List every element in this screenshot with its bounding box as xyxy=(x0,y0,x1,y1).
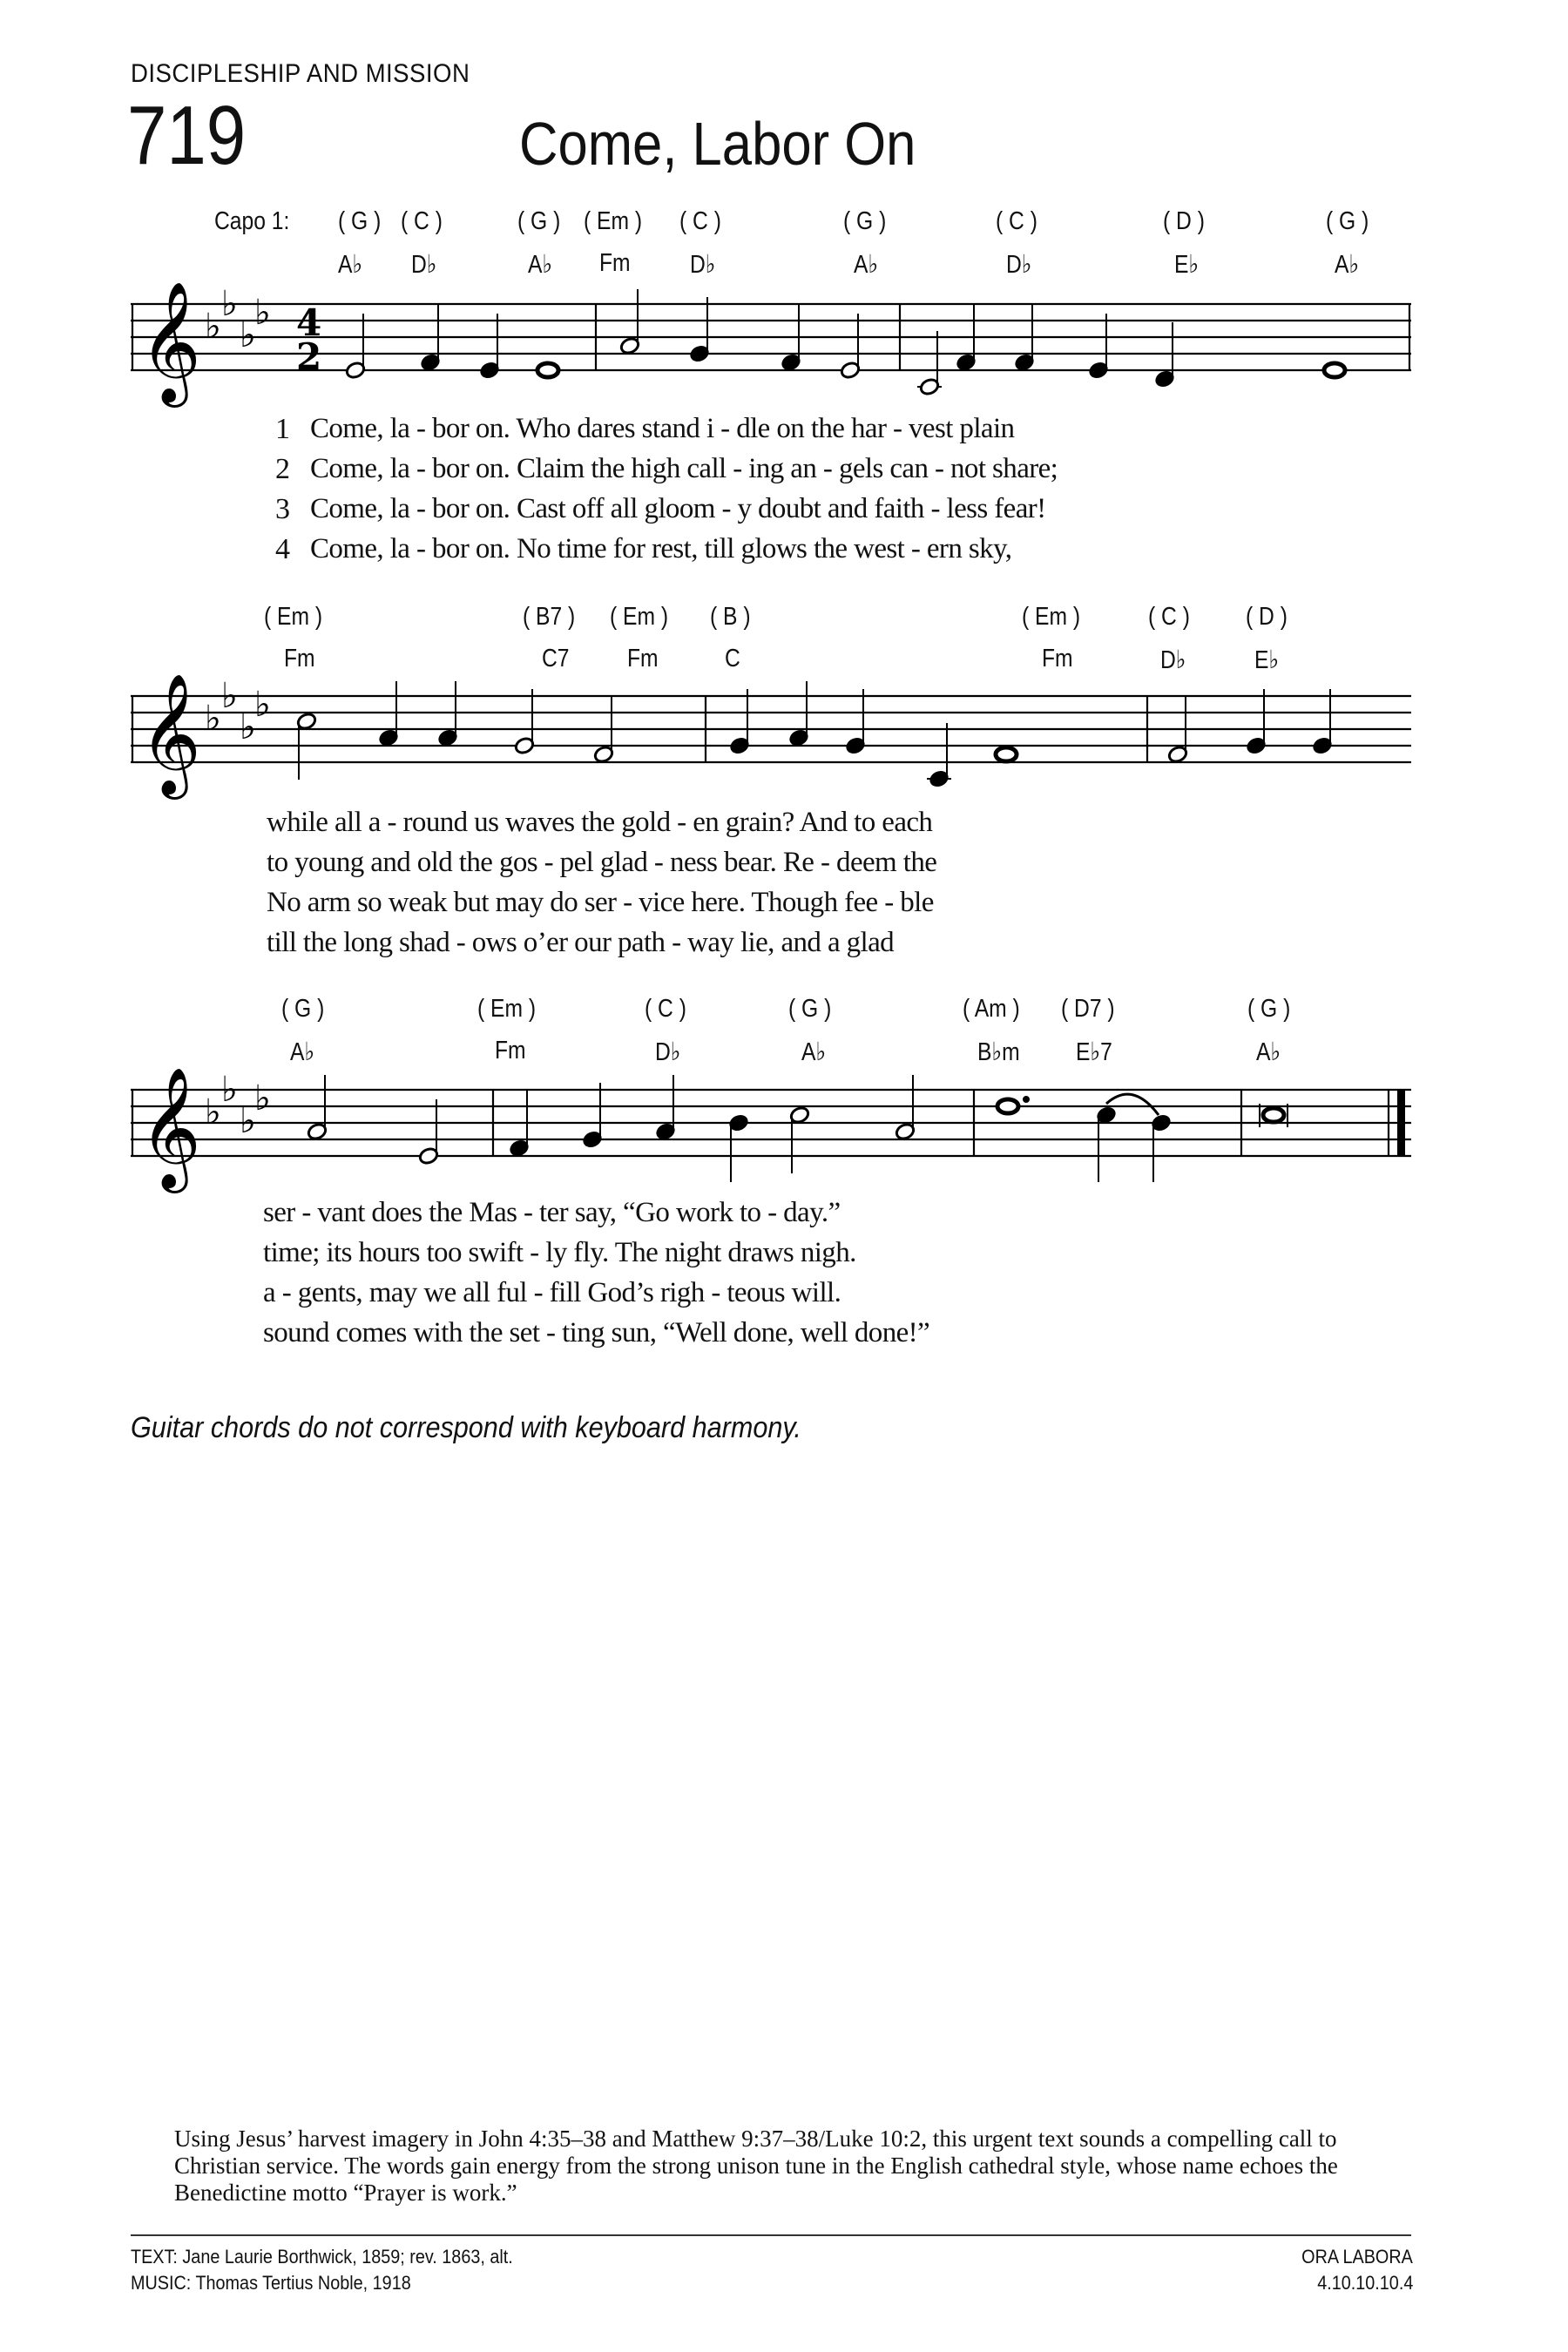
lyric-line-2-4: till the long shad - ows o’er our path - way lie, and a glad xyxy=(267,927,895,958)
keyboard-chord: E♭7 xyxy=(1076,1038,1112,1066)
svg-text:♭: ♭ xyxy=(240,1101,256,1141)
keyboard-chord: A♭ xyxy=(290,1038,315,1066)
keyboard-chord: Fm xyxy=(1042,645,1073,672)
music-credit: MUSIC: Thomas Tertius Noble, 1918 xyxy=(131,2272,411,2294)
keyboard-chord: Fm xyxy=(599,249,631,277)
guitar-chord: ( Em ) xyxy=(584,207,643,235)
music-staff-1 xyxy=(0,279,1568,409)
guitar-chord: ( Em ) xyxy=(610,603,669,631)
lyric-line-3-1: ser - vant does the Mas - ter say, “Go work to - day.” xyxy=(263,1197,841,1228)
guitar-chord: ( D7 ) xyxy=(1061,995,1115,1023)
svg-text:♭: ♭ xyxy=(205,1092,221,1132)
notes-system-2 xyxy=(296,681,1333,788)
guitar-chord: ( Em ) xyxy=(1022,603,1081,631)
guitar-chord: ( C ) xyxy=(401,207,443,235)
treble-clef-icon: 𝄞 xyxy=(139,673,201,794)
lyric-line-1-3: Come, la - bor on. Cast off all gloom - y doubt and faith - less fear! xyxy=(310,493,1046,524)
hymn-number: 719 xyxy=(127,89,247,182)
keyboard-chord: Fm xyxy=(284,645,315,672)
guitar-chord: ( C ) xyxy=(645,995,686,1023)
keyboard-chord: Fm xyxy=(495,1037,526,1064)
lyric-line-1-4: Come, la - bor on. No time for rest, till glows the west - ern sky, xyxy=(310,533,1012,564)
keyboard-chord: D♭ xyxy=(1006,251,1032,279)
lyric-verse-number-2: 2 xyxy=(275,453,290,485)
lyric-line-3-2: time; its hours too swift - ly fly. The night draws nigh. xyxy=(263,1237,856,1268)
guitar-chord: ( G ) xyxy=(1247,995,1291,1023)
guitar-chord: ( G ) xyxy=(788,995,832,1023)
notes-system-1 xyxy=(345,289,1345,396)
guitar-chord: ( D ) xyxy=(1246,603,1288,631)
time-signature xyxy=(296,301,321,378)
guitar-chord: ( Am ) xyxy=(963,995,1020,1023)
svg-text:♭: ♭ xyxy=(221,676,238,716)
guitar-chord: ( Em ) xyxy=(264,603,323,631)
guitar-chord-note: Guitar chords do not correspond with keyboard harmony. xyxy=(131,1411,801,1444)
keyboard-chord: D♭ xyxy=(690,251,716,279)
final-barline xyxy=(1397,1090,1405,1157)
svg-text:4: 4 xyxy=(296,301,322,344)
music-staff-2 xyxy=(0,671,1568,801)
svg-text:♭: ♭ xyxy=(254,293,271,333)
keyboard-chord: Fm xyxy=(627,645,659,672)
hymn-commentary: Using Jesus’ harvest imagery in John 4:35–38 and Matthew 9:37–38/Luke 10:2, this urgent text sounds a compelling call to Christian service. The words gain energy from the strong unison tune in the English cathedral style, whose name echoes the Benedictine motto “Prayer is work.” xyxy=(174,2126,1338,2206)
lyric-line-2-1: while all a - round us waves the gold - en grain? And to each xyxy=(267,807,933,838)
notes-system-3 xyxy=(307,1075,1288,1182)
hymn-title: Come, Labor On xyxy=(519,110,916,178)
guitar-chord: ( B ) xyxy=(710,603,751,631)
keyboard-chord: E♭ xyxy=(1174,251,1200,279)
svg-text:♭: ♭ xyxy=(240,315,256,355)
lyric-verse-number-3: 3 xyxy=(275,493,290,525)
guitar-chord: ( C ) xyxy=(679,207,721,235)
guitar-chord-row xyxy=(0,603,1568,638)
keyboard-chord: A♭ xyxy=(528,251,553,279)
guitar-chord-row xyxy=(0,995,1568,1030)
svg-text:♭: ♭ xyxy=(254,1078,271,1119)
keyboard-chord: E♭ xyxy=(1254,646,1280,674)
keyboard-chord: A♭ xyxy=(801,1038,827,1066)
keyboard-chord: A♭ xyxy=(1256,1038,1281,1066)
keyboard-chord: D♭ xyxy=(411,251,437,279)
footer-divider xyxy=(131,2234,1411,2236)
guitar-chord: ( Em ) xyxy=(477,995,537,1023)
svg-text:♭: ♭ xyxy=(254,685,271,725)
svg-text:♭: ♭ xyxy=(221,284,238,324)
lyric-line-2-2: to young and old the gos - pel glad - ness bear. Re - deem the xyxy=(267,847,937,878)
svg-text:♭: ♭ xyxy=(205,699,221,739)
svg-text:2: 2 xyxy=(296,335,322,378)
guitar-chord: ( C ) xyxy=(996,207,1037,235)
lyric-line-3-4: sound comes with the set - ting sun, “Well done, well done!” xyxy=(263,1317,930,1348)
keyboard-chord: B♭m xyxy=(977,1038,1020,1066)
guitar-chord: ( B7 ) xyxy=(523,603,576,631)
guitar-chord: ( G ) xyxy=(843,207,887,235)
text-credit: TEXT: Jane Laurie Borthwick, 1859; rev. 1863, alt. xyxy=(131,2246,513,2268)
section-heading: DISCIPLESHIP AND MISSION xyxy=(131,59,470,88)
svg-text:♭: ♭ xyxy=(240,707,256,747)
lyric-line-3-3: a - gents, may we all ful - fill God’s righ - teous will. xyxy=(263,1277,841,1308)
guitar-chord: ( C ) xyxy=(1148,603,1190,631)
guitar-chord: ( G ) xyxy=(281,995,325,1023)
lyric-verse-number-1: 1 xyxy=(275,413,290,445)
guitar-chord-row xyxy=(0,207,1568,242)
treble-clef-icon: 𝄞 xyxy=(139,281,201,402)
lyric-line-2-3: No arm so weak but may do ser - vice here. Though fee - ble xyxy=(267,887,934,918)
lyric-line-1-1: Come, la - bor on. Who dares stand i - dle on the har - vest plain xyxy=(310,413,1015,444)
keyboard-chord: A♭ xyxy=(338,251,363,279)
keyboard-chord: A♭ xyxy=(854,251,879,279)
svg-text:♭: ♭ xyxy=(205,307,221,347)
treble-clef-icon: 𝄞 xyxy=(139,1067,201,1188)
keyboard-chord: D♭ xyxy=(1160,646,1186,674)
guitar-chord: ( G ) xyxy=(338,207,382,235)
guitar-chord: ( G ) xyxy=(517,207,561,235)
keyboard-chord: C xyxy=(725,645,740,672)
svg-text:♭: ♭ xyxy=(221,1070,238,1110)
capo-label: Capo 1: xyxy=(214,207,290,235)
keyboard-chord: D♭ xyxy=(655,1038,681,1066)
tune-name: ORA LABORA xyxy=(1301,2246,1413,2268)
keyboard-chord: C7 xyxy=(542,645,570,672)
guitar-chord: ( G ) xyxy=(1326,207,1369,235)
keyboard-chord: A♭ xyxy=(1335,251,1360,279)
music-staff-3 xyxy=(0,1064,1568,1204)
lyric-verse-number-4: 4 xyxy=(275,533,290,565)
guitar-chord: ( D ) xyxy=(1163,207,1205,235)
lyric-line-1-2: Come, la - bor on. Claim the high call - ing an - gels can - not share; xyxy=(310,453,1058,484)
meter: 4.10.10.10.4 xyxy=(1316,2272,1413,2294)
